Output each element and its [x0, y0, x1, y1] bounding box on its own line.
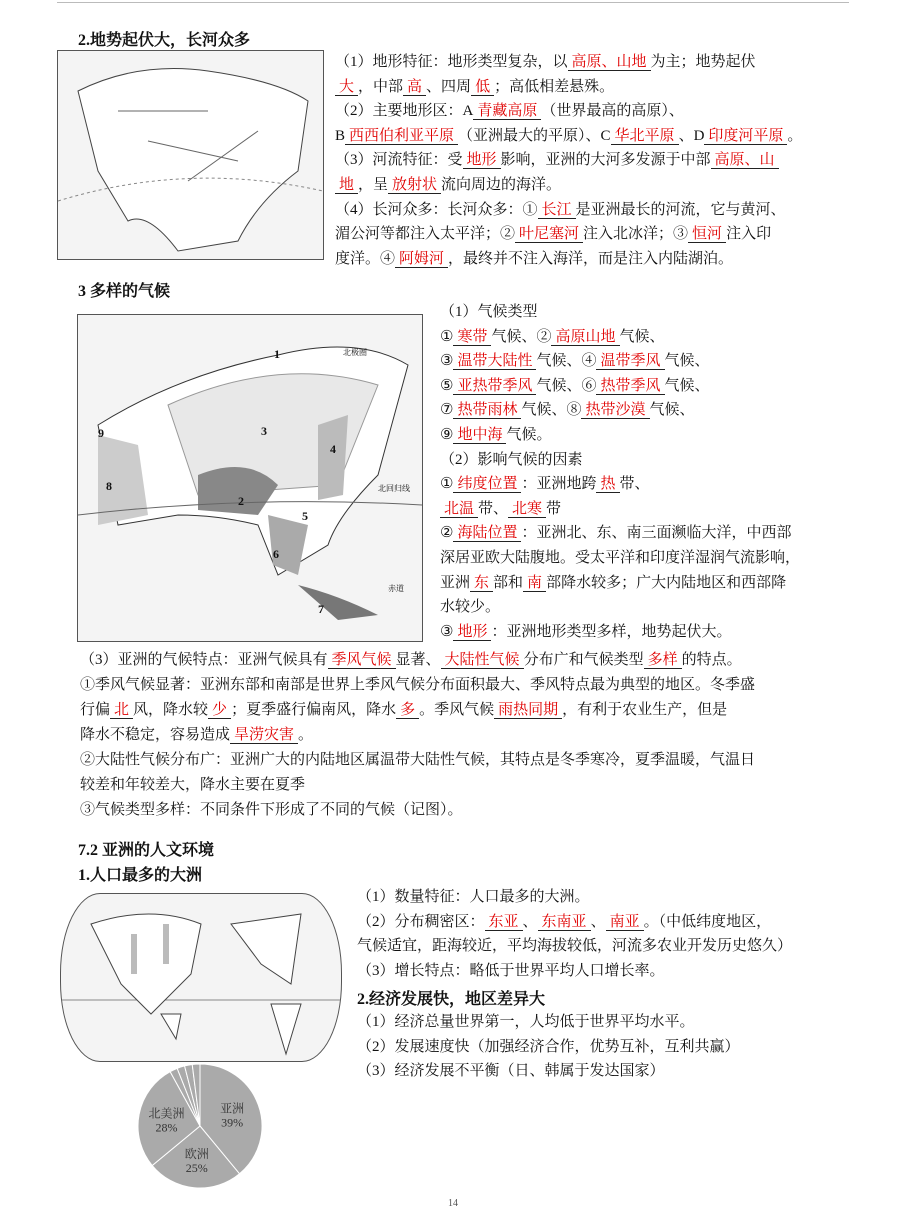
top-rule: [57, 2, 849, 3]
answer-blank: 叶尼塞河: [515, 226, 583, 243]
text-segment: （3）亚洲的气候特点：亚洲气候具有: [80, 652, 328, 668]
answer-blank: 印度河平原: [704, 128, 787, 145]
text-segment: （1）数量特征：人口最多的大洲。: [357, 889, 590, 905]
text-segment: （3）河流特征：受: [335, 152, 463, 169]
answer-blank: 热带雨林: [453, 402, 521, 419]
text-line: [335, 50, 802, 75]
section-heading-human: 7.2 亚洲的人文环境: [78, 842, 215, 859]
text-line: [335, 222, 802, 247]
svg-text:赤道: 赤道: [388, 584, 404, 593]
text-segment: 、D: [678, 127, 705, 144]
text-line: [357, 959, 792, 984]
text-segment: ①: [440, 328, 454, 345]
text-segment: ②大陆性气候分布广：亚洲广大的内陆地区属温带大陆性气候，其特点是冬季寒冷，夏季温暖，气温日: [80, 752, 756, 768]
answer-blank: 放射状: [388, 177, 441, 194]
text-line: [357, 1035, 740, 1060]
text-segment: ：亚洲地形类型多样，地势起伏大。: [491, 623, 732, 640]
text-segment: 。: [298, 727, 314, 743]
text-segment: 亚洲: [440, 574, 471, 591]
text-segment: ，最终并不注入海洋，而是注入内陆湖泊。: [448, 250, 734, 267]
answer-blank: 西西伯利亚平原: [345, 128, 458, 145]
svg-text:5: 5: [302, 509, 308, 523]
text-line: [357, 1059, 740, 1084]
text-line: [440, 423, 800, 448]
text-segment: 。（中低纬度地区，: [643, 913, 772, 930]
text-line: [357, 934, 792, 959]
pie-label: 28%: [155, 1120, 178, 1135]
answer-blank: 纬度位置: [453, 476, 521, 493]
text-line: [440, 546, 800, 571]
answer-blank: 低: [471, 79, 494, 96]
text-segment: 降水不稳定，容易造成: [80, 727, 231, 743]
text-segment: 是亚洲最长的河流，它与黄河、: [575, 201, 786, 218]
text-segment: （2）主要地形区：A: [335, 103, 474, 120]
page-number: 14: [448, 1198, 458, 1209]
world-population-map: [60, 893, 342, 1062]
answer-blank: 亚热带季风: [453, 378, 536, 395]
svg-text:9: 9: [98, 426, 104, 440]
answer-blank: 恒河: [688, 226, 726, 243]
answer-blank: 多样: [644, 652, 682, 669]
answer-blank: 东: [470, 575, 493, 592]
text-segment: 气候、: [664, 353, 710, 370]
text-segment: 气候、④: [536, 353, 597, 370]
population-pie-chart: [130, 1060, 270, 1200]
answer-blank: 寒带: [453, 329, 491, 346]
text-line: [440, 448, 800, 473]
text-segment: （4）长河众多：长河众多：①: [335, 201, 538, 218]
text-line: [335, 124, 802, 149]
text-segment: 。季风气候: [419, 702, 495, 718]
pie-label: 北美洲: [148, 1106, 185, 1121]
text-segment: 带、: [619, 476, 650, 493]
text-line: [335, 247, 802, 272]
svg-text:北极圈: 北极圈: [343, 348, 367, 357]
text-segment: 流向周边的海洋。: [441, 176, 562, 193]
answer-blank: 季风气候: [328, 652, 396, 669]
text-line: [440, 398, 800, 423]
text-segment: 风，降水较: [133, 702, 209, 718]
text-segment: ；夏季盛行偏南风，降水: [231, 702, 397, 718]
text-segment: 湄公河等都注入太平洋；②: [335, 226, 516, 243]
text-segment: ③气候类型多样：不同条件下形成了不同的气候（记图）。: [80, 802, 463, 818]
text-segment: 较差和年较差大，降水主要在夏季: [80, 777, 306, 793]
text-segment: 带: [546, 500, 562, 517]
answer-blank: 高原、山: [711, 152, 779, 169]
answer-blank: 长江: [538, 202, 576, 219]
text-line: [335, 148, 802, 173]
text-segment: 部降水较多；广大内陆地区和西部降: [546, 574, 787, 591]
text-segment: ，有利于农业生产，但是: [562, 702, 728, 718]
answer-blank: 热带沙漠: [581, 402, 649, 419]
text-line: [80, 773, 755, 798]
answer-blank: 南: [523, 575, 546, 592]
text-segment: 。: [787, 127, 803, 144]
text-segment: 、四周: [426, 78, 472, 95]
answer-blank: 青藏高原: [473, 103, 541, 120]
text-segment: ⑨: [440, 426, 454, 443]
text-segment: （亚洲最大的平原）、C: [458, 127, 611, 144]
section-heading-terrain: 2.地势起伏大，长河众多: [78, 32, 251, 49]
svg-text:8: 8: [106, 479, 112, 493]
text-segment: ③: [440, 623, 454, 640]
answer-blank: 热: [596, 476, 619, 493]
answer-blank: 阿姆河: [395, 251, 448, 268]
text-line: [357, 885, 792, 910]
answer-blank: 温带大陆性: [453, 353, 536, 370]
answer-blank: 大陆性气候: [441, 652, 524, 669]
text-line: [80, 723, 755, 748]
text-segment: （2）分布稠密区：: [357, 913, 485, 930]
text-line: [335, 99, 802, 124]
svg-text:6: 6: [273, 547, 279, 561]
text-segment: ①: [440, 476, 454, 493]
text-segment: ②: [440, 525, 454, 542]
text-segment: ：亚洲北、东、南三面濒临大洋，中西部: [521, 525, 792, 542]
text-segment: 气候。: [506, 426, 552, 443]
text-segment: （2）影响气候的因素: [440, 451, 583, 468]
answer-blank: 高原山地: [551, 329, 619, 346]
section-heading-climate: 3 多样的气候: [78, 283, 171, 300]
answer-blank: 南亚: [606, 914, 644, 931]
text-line: [440, 571, 800, 596]
text-segment: 气候、: [649, 402, 695, 419]
text-segment: ③: [440, 353, 454, 370]
svg-text:1: 1: [274, 347, 280, 361]
text-segment: （1）气候类型: [440, 304, 538, 320]
text-line: [335, 198, 802, 223]
svg-text:2: 2: [238, 494, 244, 508]
text-line: [335, 173, 802, 198]
text-segment: 为主；地势起伏: [650, 54, 756, 70]
text-line: [80, 748, 755, 773]
answer-blank: 地形: [463, 152, 501, 169]
text-line: [440, 595, 800, 620]
text-segment: 气候、: [664, 377, 710, 394]
text-line: [357, 910, 792, 935]
svg-text:4: 4: [330, 442, 336, 456]
answer-blank: 热带季风: [596, 378, 664, 395]
answer-blank: 北: [110, 702, 133, 719]
text-segment: 度洋。④: [335, 250, 396, 267]
text-line: [335, 75, 802, 100]
text-segment: ；高低相差悬殊。: [494, 78, 615, 95]
climate-types-text: [440, 300, 800, 644]
svg-text:3: 3: [261, 424, 267, 438]
text-segment: 行偏: [80, 702, 111, 718]
answer-blank: 华北平原: [611, 128, 679, 145]
text-segment: 水较少。: [440, 599, 501, 616]
pie-label: 欧洲: [184, 1146, 209, 1161]
answer-blank: 北寒: [508, 501, 546, 518]
text-segment: 、: [590, 913, 606, 930]
text-segment: 注入北冰洋；③: [583, 226, 689, 243]
answer-blank: 少: [208, 702, 231, 719]
text-segment: 气候适宜，距海较近，平均海拔较低，河流多农业开发历史悠久）: [357, 938, 793, 955]
text-segment: B: [335, 127, 346, 144]
text-line: [440, 374, 800, 399]
text-segment: （1）经济总量世界第一，人均低于世界平均水平。: [357, 1014, 695, 1030]
answer-blank: 东南亚: [538, 914, 591, 931]
answer-blank: 地: [335, 177, 358, 194]
asia-climate-map: [77, 314, 423, 642]
text-segment: （3）经济发展不平衡（日、韩属于发达国家）: [357, 1063, 665, 1080]
answer-blank: 温带季风: [596, 353, 664, 370]
text-segment: 气候、: [619, 328, 665, 345]
pie-label: 39%: [221, 1115, 244, 1130]
text-segment: （3）增长特点：略低于世界平均人口增长率。: [357, 962, 665, 979]
answer-blank: 高原、山地: [568, 54, 651, 71]
text-line: [357, 1010, 740, 1035]
text-segment: 气候、⑧: [521, 402, 582, 419]
text-segment: ，呈: [358, 176, 389, 193]
text-segment: ①季风气候显著：亚洲东部和南部是世界上季风气候分布面积最大、季风特点最为典型的地区。冬季盛: [80, 677, 756, 693]
answer-blank: 地中海: [453, 427, 506, 444]
answer-blank: 旱涝灾害: [230, 727, 298, 744]
text-segment: 气候、⑥: [536, 377, 597, 394]
text-line: [80, 698, 755, 723]
text-segment: ：亚洲地跨: [521, 476, 597, 493]
pie-label: 25%: [185, 1160, 208, 1175]
text-line: [440, 620, 800, 645]
answer-blank: 东亚: [485, 914, 523, 931]
answer-blank: 高: [403, 79, 426, 96]
text-segment: 深居亚欧大陆腹地。受太平洋和印度洋湿润气流影响，: [440, 549, 801, 566]
text-segment: 显著、: [395, 652, 441, 668]
text-segment: 气候、②: [491, 328, 552, 345]
text-segment: 注入印: [726, 226, 772, 243]
svg-text:7: 7: [318, 602, 324, 616]
text-line: [80, 673, 755, 698]
subheading-economy: 2.经济发展快，地区差异大: [357, 991, 546, 1008]
text-segment: 、: [522, 913, 538, 930]
answer-blank: 北温: [440, 501, 478, 518]
economy-text: [357, 1010, 740, 1084]
text-line: [440, 472, 800, 497]
answer-blank: 多: [396, 702, 419, 719]
text-segment: 分布广和气候类型: [523, 652, 644, 668]
text-segment: 影响，亚洲的大河多发源于中部: [500, 152, 711, 169]
text-line: [80, 648, 755, 673]
answer-blank: 海陆位置: [453, 525, 521, 542]
answer-blank: 地形: [453, 624, 491, 641]
text-segment: （世界最高的高原）、: [541, 103, 684, 120]
text-segment: 的特点。: [681, 652, 742, 668]
text-line: [440, 521, 800, 546]
text-line: [80, 798, 755, 823]
text-segment: （1）地形特征：地形类型复杂，以: [335, 54, 568, 70]
text-segment: （2）发展速度快（加强经济合作，优势互补，互利共赢）: [357, 1038, 740, 1055]
text-segment: 部和: [493, 574, 524, 591]
population-text: [357, 885, 792, 983]
answer-blank: 雨热同期: [494, 702, 562, 719]
climate-features-text: [80, 648, 755, 823]
asia-terrain-map: [57, 50, 324, 260]
text-segment: ，中部: [358, 78, 404, 95]
subheading-population: 1.人口最多的大洲: [78, 867, 203, 884]
text-segment: 带、: [478, 500, 509, 517]
text-segment: ⑦: [440, 402, 454, 419]
text-line: [440, 325, 800, 350]
text-segment: ⑤: [440, 377, 454, 394]
text-line: [440, 349, 800, 374]
terrain-text: [335, 50, 802, 271]
svg-text:北回归线: 北回归线: [378, 484, 410, 493]
text-line: [440, 497, 800, 522]
answer-blank: 大: [335, 79, 358, 96]
pie-label: 亚洲: [220, 1101, 245, 1116]
text-line: [440, 300, 800, 325]
